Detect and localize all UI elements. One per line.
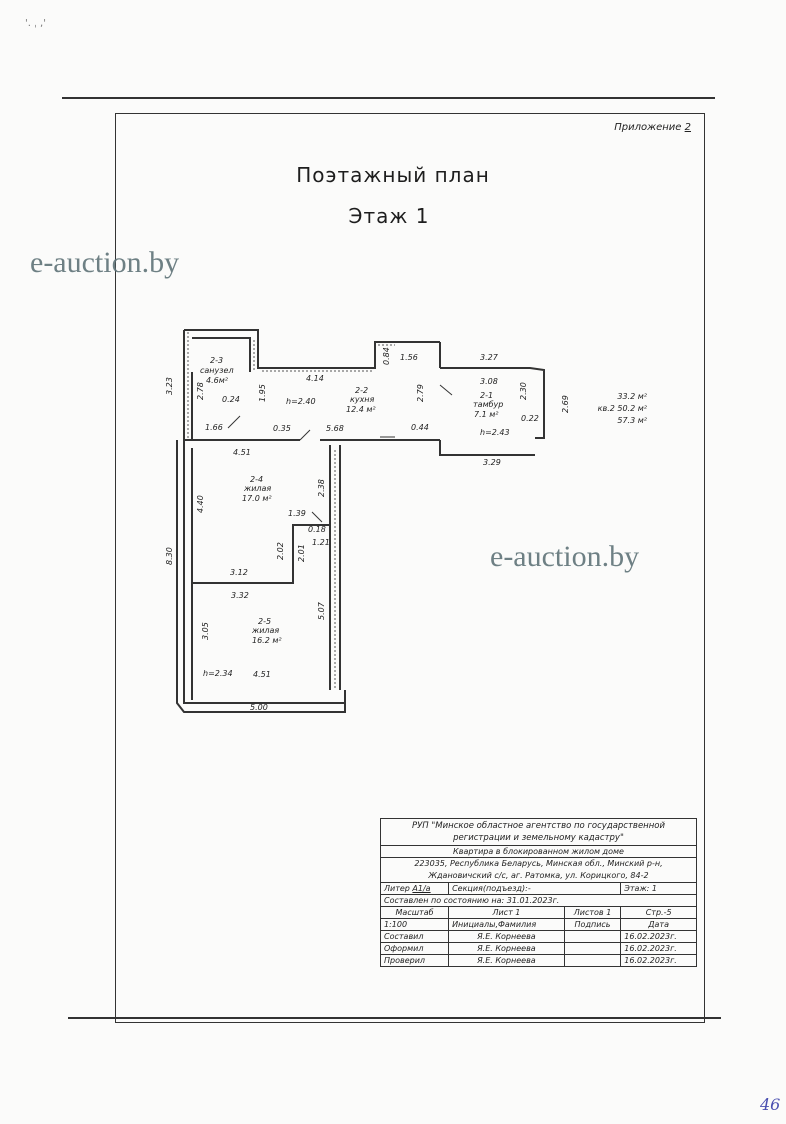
stamp-address-line2: Ждановичский с/с, аг. Ратомка, ул. Корицкого, 84-2 <box>428 871 649 880</box>
dim-label: 4.40 <box>196 495 205 513</box>
title-block <box>380 818 697 967</box>
room-2-5-id: 2-5 <box>258 617 272 626</box>
living-area: 33.2 м² <box>617 392 647 401</box>
stamp-h-date: Дата <box>621 919 697 931</box>
stamp-sign <box>564 931 621 943</box>
stamp-date: 16.02.2023г. <box>621 943 697 955</box>
page-title: Поэтажный план <box>296 163 490 187</box>
dim-label: 0.44 <box>411 423 429 432</box>
apartment-area: 50.2 м² <box>617 404 647 413</box>
stamp-liter-label: Литер <box>384 884 410 893</box>
stamp-date: 16.02.2023г. <box>621 931 697 943</box>
dim-label: 0.22 <box>521 414 539 423</box>
stamp-state: Составлен по состоянию на: 31.01.2023г. <box>381 895 697 907</box>
room-2-3-name: санузел <box>200 366 234 375</box>
stamp-section: Секция(подъезд):- <box>449 883 621 895</box>
watermark: e-auction.by <box>30 246 180 279</box>
appendix-number: 2 <box>684 122 691 133</box>
scan-specks: '. ˌ ,' <box>25 18 46 29</box>
stamp-address-line1: 223035, Республика Беларусь, Минская обл., Минский р-н, <box>414 859 663 868</box>
stamp-h-signature: Подпись <box>564 919 621 931</box>
dim-label: 2.01 <box>297 544 306 562</box>
dim-label: 4.14 <box>306 374 324 383</box>
stamp-h-initials: Инициалы,Фамилия <box>449 919 565 931</box>
dim-label: 5.00 <box>250 703 268 712</box>
appendix-text: Приложение <box>614 122 682 133</box>
dim-label: 3.08 <box>480 377 498 386</box>
stamp-sign <box>564 943 621 955</box>
total-area: 57.3 м² <box>617 416 647 425</box>
height-kitchen: h=2.40 <box>286 397 316 406</box>
dim-label: 0.24 <box>222 395 240 404</box>
room-2-1-name: тамбур <box>473 400 504 409</box>
stamp-person: Я.Е. Корнеева <box>449 943 565 955</box>
height-vestibule: h=2.43 <box>480 428 510 437</box>
stamp-scale-value: 1:100 <box>381 919 449 931</box>
room-2-3-id: 2-3 <box>210 356 224 365</box>
dim-label: 8.30 <box>165 547 174 565</box>
dim-label: 1.95 <box>258 384 267 402</box>
room-2-5-area: 16.2 м² <box>252 636 282 645</box>
stamp-org-line2: регистрации и земельному кадастру" <box>453 833 624 843</box>
dim-label: 0.84 <box>382 347 391 365</box>
dim-label: 1.56 <box>400 353 418 362</box>
dim-label: 1.21 <box>312 538 330 547</box>
stamp-role: Проверил <box>381 955 449 967</box>
dim-label: 2.38 <box>317 479 326 497</box>
stamp-person: Я.Е. Корнеева <box>449 955 565 967</box>
room-2-2-name: кухня <box>350 395 375 404</box>
stamp-h-scale: Масштаб <box>381 907 449 919</box>
room-2-3-area: 4.6м² <box>206 376 228 385</box>
dim-label: 3.29 <box>483 458 501 467</box>
dim-label: 4.51 <box>253 670 271 679</box>
dim-label: 4.51 <box>233 448 251 457</box>
dim-label: 0.18 <box>308 525 326 534</box>
dim-label: 1.66 <box>205 423 223 432</box>
dim-label: 3.27 <box>480 353 498 362</box>
stamp-h-sheet: Лист 1 <box>449 907 565 919</box>
dim-label: 3.23 <box>165 377 174 395</box>
floor-title: Этаж 1 <box>348 204 430 228</box>
room-2-1-id: 2-1 <box>480 391 494 400</box>
room-2-2-area: 12.4 м² <box>346 405 376 414</box>
stamp-h-page: Стр.-5 <box>621 907 697 919</box>
stamp-org <box>381 819 697 846</box>
stamp-role: Составил <box>381 931 449 943</box>
stamp-sign <box>564 955 621 967</box>
room-2-2-id: 2-2 <box>355 386 369 395</box>
stamp-date: 16.02.2023г. <box>621 955 697 967</box>
room-2-4-name: жилая <box>244 484 272 493</box>
apartment-area-row <box>585 403 647 415</box>
area-summary <box>585 391 647 427</box>
page-number: 46 <box>760 1095 781 1114</box>
dim-label: 2.78 <box>196 382 205 400</box>
dim-label: 0.35 <box>273 424 291 433</box>
room-2-4-area: 17.0 м² <box>242 494 272 503</box>
stamp-person: Я.Е. Корнеева <box>449 931 565 943</box>
stamp-org-row <box>381 819 697 846</box>
room-2-1-area: 7.1 м² <box>474 410 499 419</box>
stamp-liter <box>381 883 449 895</box>
apartment-label: кв.2 <box>597 404 615 413</box>
stamp-object: Квартира в блокированном жилом доме <box>381 846 697 858</box>
room-2-4-id: 2-4 <box>250 475 264 484</box>
stamp-org-line1: РУП "Минское областное агентство по государственной <box>411 821 666 831</box>
dim-label: 2.02 <box>276 542 285 560</box>
dim-label: 3.05 <box>201 622 210 640</box>
dim-label: 2.69 <box>561 395 570 413</box>
room-2-5-name: жилая <box>252 626 280 635</box>
stamp-floor: Этаж: 1 <box>621 883 697 895</box>
dim-label: 2.79 <box>416 384 425 402</box>
dim-label: 5.68 <box>326 424 344 433</box>
dim-label: 3.32 <box>231 591 249 600</box>
stamp-h-sheets: Листов 1 <box>564 907 621 919</box>
dim-label: 5.07 <box>317 602 326 620</box>
stamp-liter-value: А1/а <box>412 884 431 893</box>
dim-label: 2.30 <box>519 382 528 400</box>
dim-label: 3.12 <box>230 568 248 577</box>
watermark: e-auction.by <box>490 540 640 573</box>
height-living: h=2.34 <box>203 669 233 678</box>
stamp-role: Оформил <box>381 943 449 955</box>
dim-label: 1.39 <box>288 509 306 518</box>
stamp-address <box>381 858 697 883</box>
